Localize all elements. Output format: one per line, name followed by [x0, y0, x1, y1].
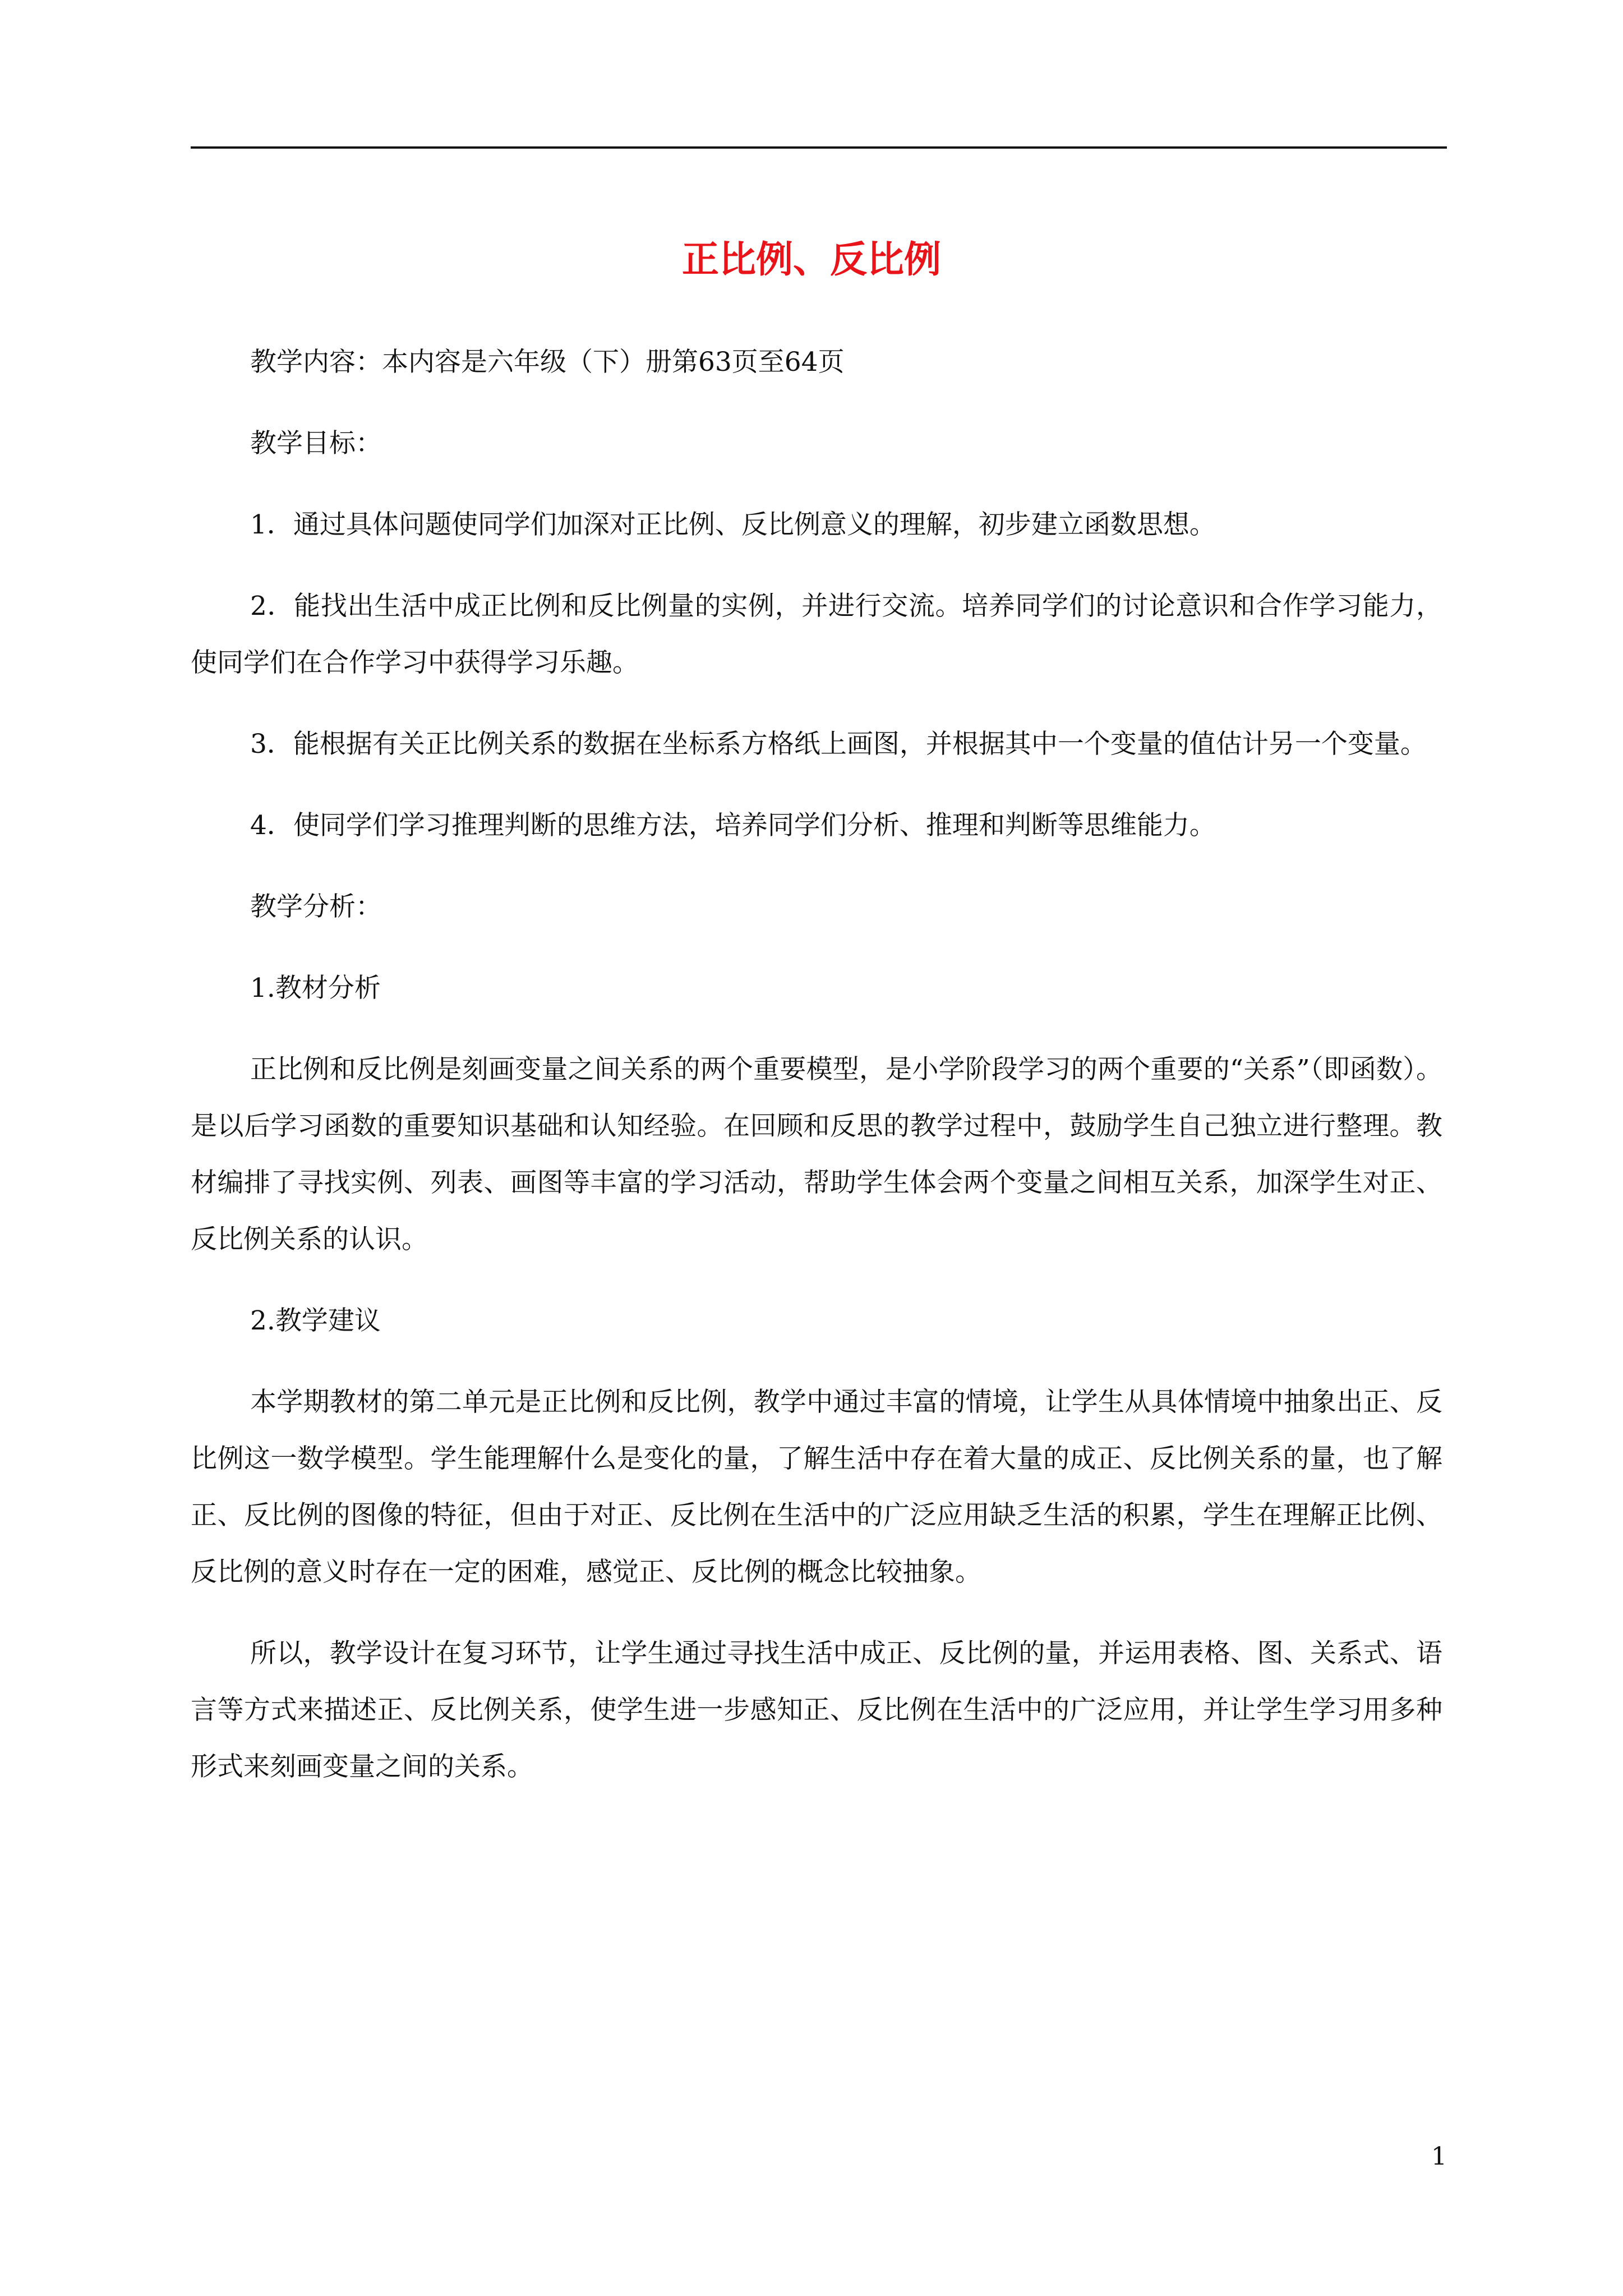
paragraph-teaching-advice-heading: 2.教学建议 [250, 1305, 381, 1336]
paragraph-goal-3: 3．能根据有关正比例关系的数据在坐标系方格纸上画图，并根据其中一个变量的值估计另一个变量。 [250, 729, 1427, 760]
paragraph-material-analysis-heading: 1.教材分析 [250, 973, 381, 1004]
page-number: 1 [1431, 2142, 1447, 2171]
page-title: 正比例、反比例 [682, 238, 941, 281]
header-rule [191, 146, 1447, 149]
paragraph-material-analysis: 正比例和反比例是刻画变量之间关系的两个重要模型，是小学阶段学习的两个重要的“关系”（即函数）。是以后学习函数的重要知识基础和认知经验。在回顾和反思的教学过程中，鼓励学生自己独立进行整理。教材编排了寻找实例、列表、画图等丰富的学习活动，帮助学生体会两个变量之间相互关系，加深学生对正、反比例关系的认识。 [191, 1054, 1442, 1255]
paragraph-teaching-goals-heading: 教学目标： [250, 428, 382, 459]
document-body [191, 334, 1442, 1795]
paragraph-goal-4: 4．使同学们学习推理判断的思维方法，培养同学们分析、推理和判断等思维能力。 [250, 810, 1216, 841]
paragraph-teaching-content: 教学内容：本内容是六年级（下）册第63页至64页 [250, 347, 845, 378]
paragraph-teaching-advice: 本学期教材的第二单元是正比例和反比例，教学中通过丰富的情境，让学生从具体情境中抽象出正、反比例这一数学模型。学生能理解什么是变化的量，了解生活中存在着大量的成正、反比例关系的量，也了解正、反比例的图像的特征，但由于对正、反比例在生活中的广泛应用缺乏生活的积累，学生在理解正比例、反比例的意义时存在一定的困难，感觉正、反比例的概念比较抽象。 [191, 1387, 1442, 1588]
paragraph-analysis-heading: 教学分析： [250, 891, 382, 922]
paragraph-goal-2: 2．能找出生活中成正比例和反比例量的实例，并进行交流。培养同学们的讨论意识和合作学习能力，使同学们在合作学习中获得学习乐趣。 [191, 591, 1442, 678]
paragraph-design-summary: 所以，教学设计在复习环节，让学生通过寻找生活中成正、反比例的量，并运用表格、图、关系式、语言等方式来描述正、反比例关系，使学生进一步感知正、反比例在生活中的广泛应用，并让学生学习用多种形式来刻画变量之间的关系。 [191, 1638, 1442, 1782]
paragraph-goal-1: 1．通过具体问题使同学们加深对正比例、反比例意义的理解，初步建立函数思想。 [250, 509, 1216, 540]
